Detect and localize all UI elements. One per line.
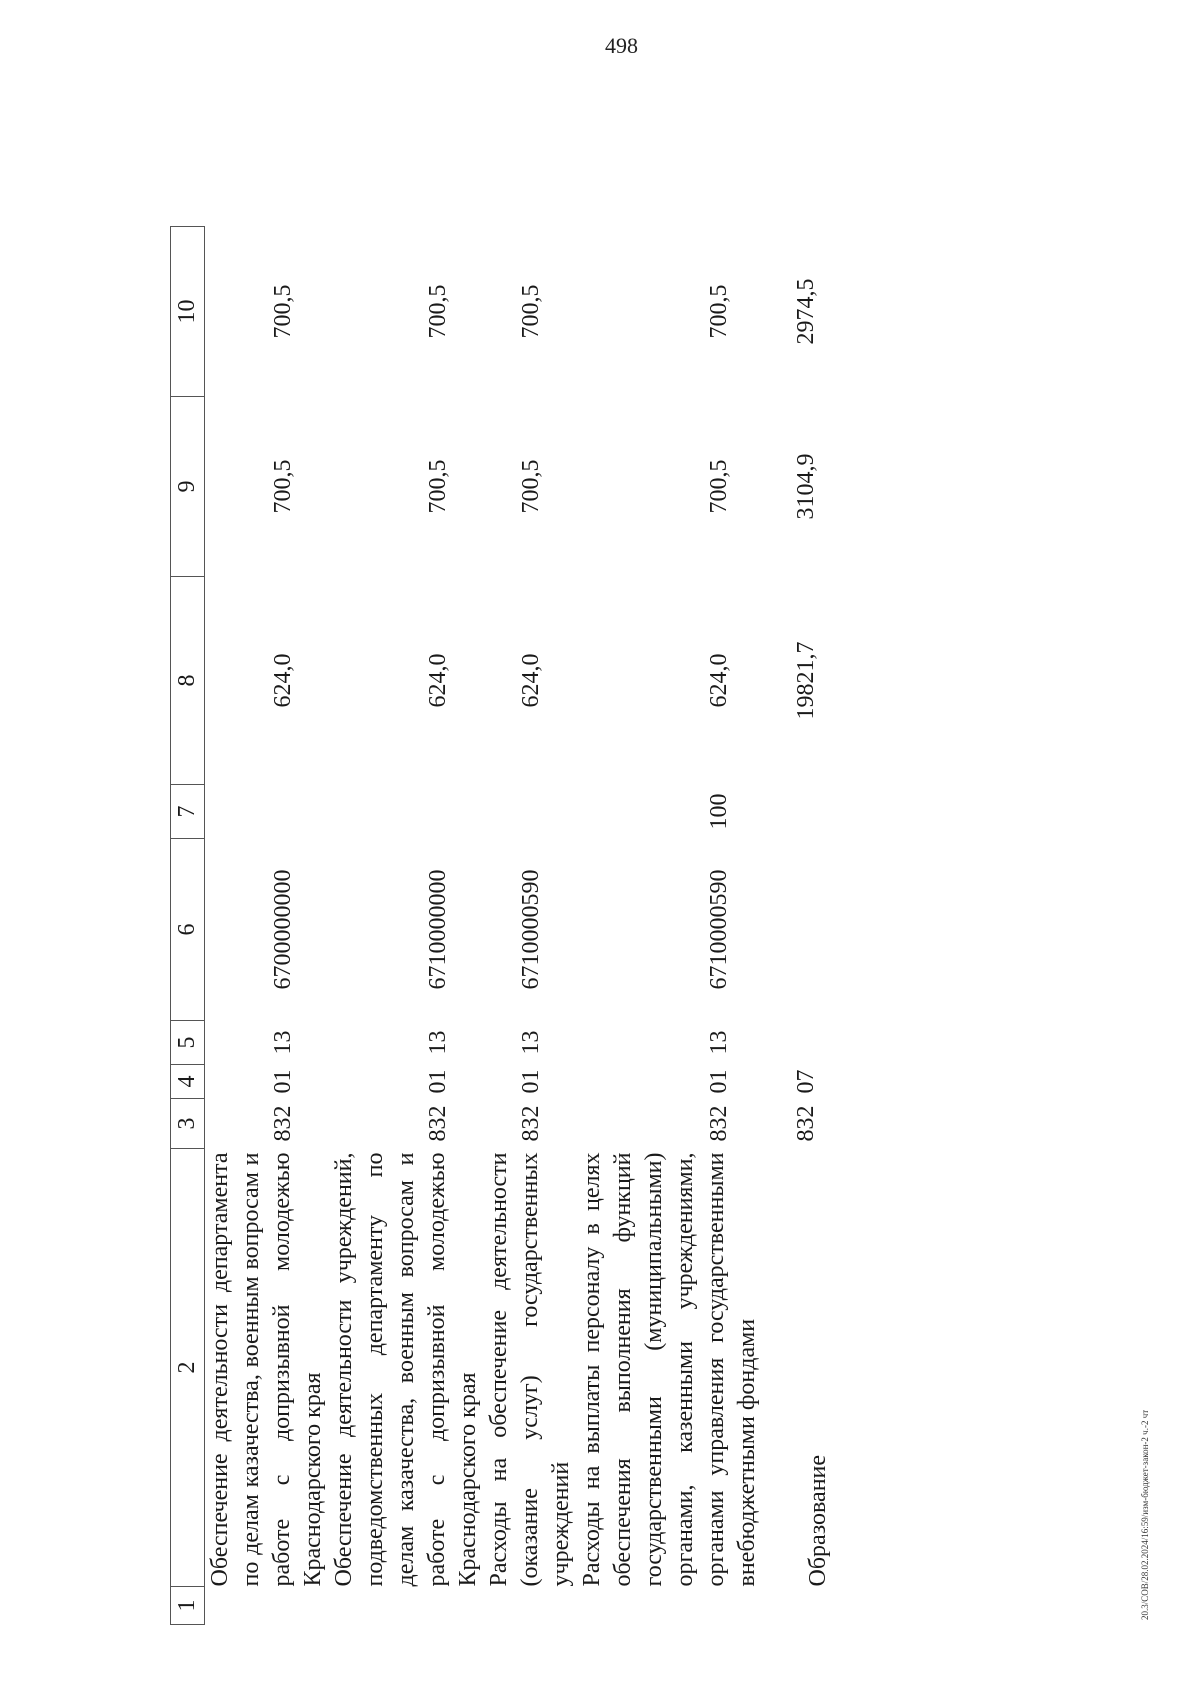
header-cell: 5 <box>171 1021 205 1065</box>
cell-section: 01 <box>518 1069 544 1094</box>
header-cell: 1 <box>171 1587 205 1625</box>
cell-ministry: 832 <box>270 1105 296 1142</box>
cell-target-article: 6700000000 <box>270 869 296 990</box>
cell-ministry: 832 <box>706 1105 732 1142</box>
table-row <box>329 227 484 1625</box>
header-cell: 8 <box>171 577 205 785</box>
cell-amount-9: 700,5 <box>425 459 451 514</box>
header-cell: 9 <box>171 397 205 577</box>
cell-section: 01 <box>425 1069 451 1094</box>
cell-amount-8: 624,0 <box>270 653 296 708</box>
cell-subsection: 13 <box>425 1030 451 1055</box>
cell-amount-10: 700,5 <box>425 284 451 339</box>
header-cell: 10 <box>171 227 205 397</box>
budget-table <box>170 226 834 1625</box>
cell-ministry: 832 <box>518 1105 544 1142</box>
cell-amount-10: 2974,5 <box>793 278 819 345</box>
cell-amount-10: 700,5 <box>270 284 296 339</box>
cell-expense-type <box>484 785 577 839</box>
table-row <box>484 227 577 1625</box>
header-cell: 6 <box>171 839 205 1021</box>
cell-target-article: 6710000590 <box>518 869 544 990</box>
cell-target-article: 6710000590 <box>706 869 732 990</box>
cell-subsection: 13 <box>706 1030 732 1055</box>
cell-amount-9: 3104,9 <box>793 453 819 520</box>
cell-amount-8: 624,0 <box>425 653 451 708</box>
cell-target-article: 6710000000 <box>425 869 451 990</box>
cell-amount-8: 624,0 <box>706 653 732 708</box>
cell-expense-type: 100 <box>706 793 732 830</box>
cell-col1 <box>329 1587 484 1625</box>
cell-expense-type <box>763 785 834 839</box>
cell-amount-8: 624,0 <box>518 653 544 708</box>
table-row <box>763 227 834 1625</box>
cell-name: Обеспечение деятельности учреждений, подведомственных департаменту по делам казачества, военным вопросам и работе с допризывной молодежью Краснодарского края <box>331 1152 481 1587</box>
cell-col1 <box>484 1587 577 1625</box>
cell-amount-8: 19821,7 <box>793 641 819 720</box>
rotated-page <box>170 205 1030 1625</box>
cell-name: Расходы на выплаты персоналу в целях обеспечения выполнения функций государственными (муниципальными) органами, казенными учреждениями, органами управления государственными внебюджетными фондами <box>579 1152 760 1587</box>
cell-col1 <box>577 1587 763 1625</box>
cell-subsection <box>763 1021 834 1065</box>
cell-ministry: 832 <box>793 1105 819 1142</box>
cell-col1 <box>205 1587 330 1625</box>
header-cell: 7 <box>171 785 205 839</box>
cell-section: 01 <box>270 1069 296 1094</box>
cell-amount-10: 700,5 <box>706 284 732 339</box>
cell-subsection: 13 <box>518 1030 544 1055</box>
cell-name: Обеспечение деятельности департамента по делам казачества, военным вопросам и работе с допризывной молодежью Краснодарского края <box>207 1152 326 1587</box>
cell-section: 07 <box>793 1069 819 1094</box>
cell-name: Расходы на обеспечение деятельности (оказание услуг) государственных учреждений <box>486 1152 574 1587</box>
cell-ministry: 832 <box>425 1105 451 1142</box>
cell-amount-9: 700,5 <box>706 459 732 514</box>
table-row <box>205 227 330 1625</box>
header-cell: 3 <box>171 1099 205 1149</box>
page-number: 498 <box>605 33 638 58</box>
cell-subsection: 13 <box>270 1030 296 1055</box>
header-cell: 2 <box>171 1149 205 1587</box>
cell-target-article <box>763 839 834 1021</box>
cell-name: Образование <box>805 1454 831 1587</box>
table-row <box>577 227 763 1625</box>
cell-amount-9: 700,5 <box>518 459 544 514</box>
cell-amount-10: 700,5 <box>518 284 544 339</box>
header-row <box>171 227 205 1625</box>
cell-expense-type <box>205 785 330 839</box>
cell-section: 01 <box>706 1069 732 1094</box>
header-cell: 4 <box>171 1065 205 1099</box>
cell-expense-type <box>329 785 484 839</box>
cell-col1 <box>763 1587 834 1625</box>
footer-document-code: 20.3/СОВ/28.02.2024/16:59/изм-бюджет-закон-2 ч.-2 чт <box>1140 1409 1150 1620</box>
cell-amount-9: 700,5 <box>270 459 296 514</box>
